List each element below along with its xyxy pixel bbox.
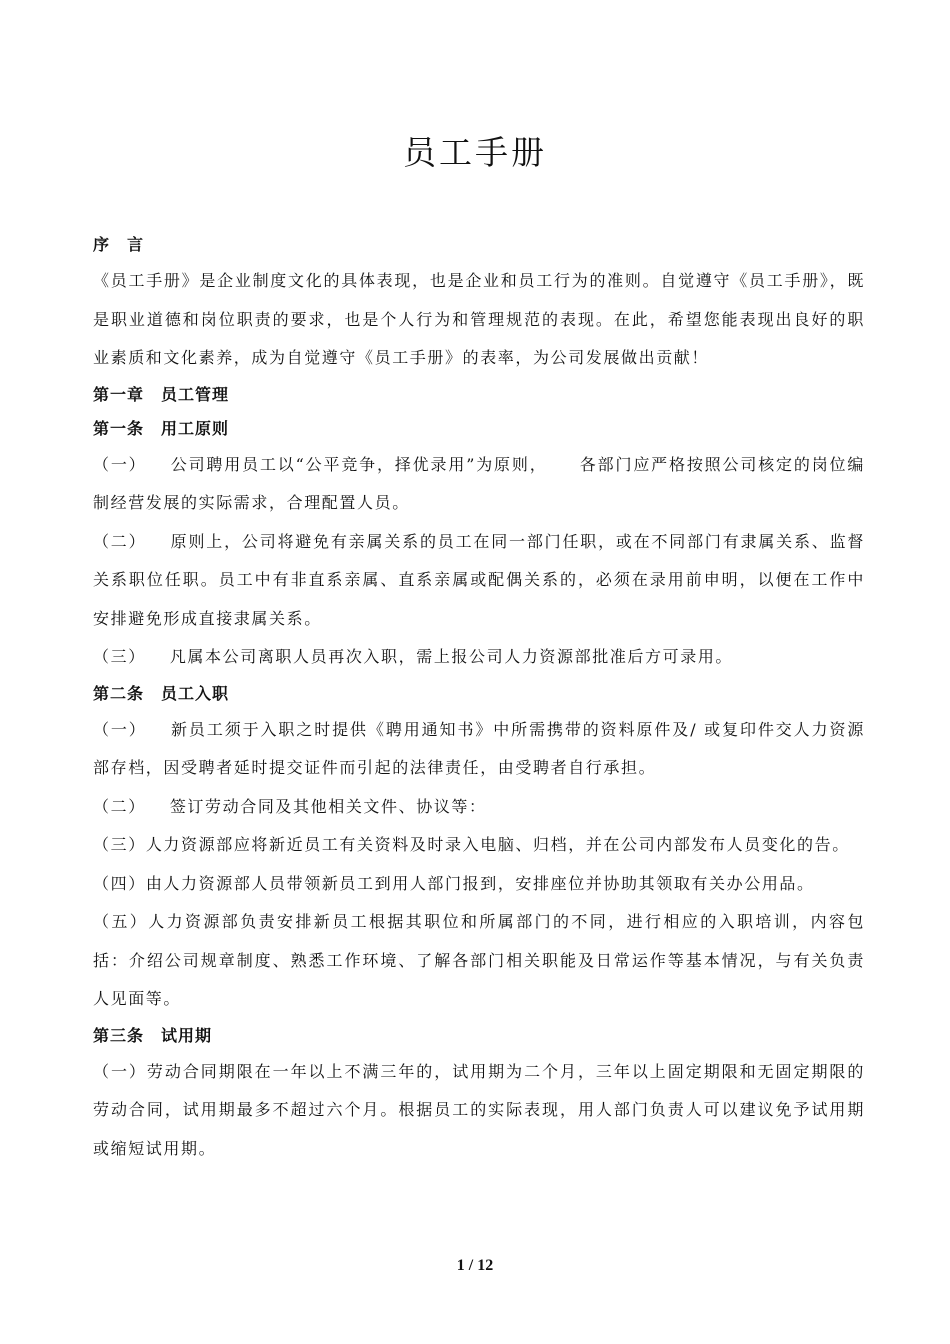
- article-heading: 第三条 试用期: [93, 1025, 213, 1045]
- clause: [93, 711, 865, 788]
- clause: [93, 788, 865, 827]
- clause-number: （四）: [93, 873, 146, 893]
- clause-text: 各部门应严格按照公司核定的岗位编制经营发展的实际需求，合理配置人员。: [93, 454, 865, 512]
- document-body: [93, 228, 865, 1168]
- chapter-heading: 第一章 员工管理: [93, 384, 230, 404]
- page-title: 员工手册: [403, 133, 547, 172]
- clause-number: （一）: [93, 719, 147, 739]
- clause-text: 人力资源部应将新近员工有关资料及时录入电脑、归档，并在公司内部发布人员变化的告。: [145, 835, 850, 854]
- clause: [93, 523, 865, 639]
- clause-text: 原则上，公司将避免有亲属关系的员工在同一部门任职，或在不同部门有隶属关系、监督关系职位任职。员工中有非直系亲属、直系亲属或配偶关系的，必须在录用前申明，以便在工作中安排避免形成直接隶属关系。: [93, 531, 865, 628]
- clause-text: 人力资源部负责安排新员工根据其职位和所属部门的不同，进行相应的入职培训，内容包括：介绍公司规章制度、熟悉工作环境、了解各部门相关职能及日常运作等基本情况，与有关负责人见面等。: [93, 912, 865, 1008]
- preface-heading: 序 言: [93, 235, 145, 254]
- clause: [93, 826, 865, 865]
- page-number: 1 / 12: [456, 1257, 494, 1274]
- clause: [93, 1053, 865, 1169]
- clause: [93, 903, 865, 1019]
- clause: [93, 446, 865, 523]
- clause-number: （一）: [93, 1061, 147, 1081]
- clause-number: （三）: [93, 647, 146, 666]
- clause-text: 签订劳动合同及其他相关文件、协议等：: [169, 796, 487, 816]
- clause-number: （二）: [93, 796, 146, 816]
- clause-number: （五）: [93, 912, 149, 931]
- clause-number: （三）: [93, 835, 146, 854]
- article-heading: 第一条 用工原则: [93, 418, 230, 438]
- clause: [93, 865, 865, 904]
- clause-number: （一）: [93, 454, 147, 474]
- clause-text: 劳动合同期限在一年以上不满三年的，试用期为二个月，三年以上固定期限和无固定期限的劳动合同，试用期最多不超过六个月。根据员工的实际表现，用人部门负责人可以建议免予试用期或缩短试用期。: [93, 1061, 865, 1158]
- preface-text: 《员工手册》是企业制度文化的具体表现，也是企业和员工行为的准则。自觉遵守《员工手册》，既是职业道德和岗位职责的要求，也是个人行为和管理规范的表现。在此，希望您能表现出良好的职业素质和文化素养，成为自觉遵守《员工手册》的表率，为公司发展做出贡献！: [93, 271, 865, 367]
- clause: [93, 638, 865, 677]
- clause-text: 由人力资源部人员带领新员工到用人部门报到，安排座位并协助其领取有关办公用品。: [145, 873, 815, 893]
- article-heading: 第二条 员工入职: [93, 683, 230, 703]
- clause-text: 公司聘用员工以“公平竞争，择优录用”为原则，: [170, 454, 548, 474]
- clause-text: 新员工须于入职之时提供《聘用通知书》中所需携带的资料原件及/ 或复印件交人力资源部存档，因受聘者延时提交证件而引起的法律责任，由受聘者自行承担。: [93, 719, 865, 777]
- clause-number: （二）: [93, 531, 147, 551]
- clause-text: 凡属本公司离职人员再次入职，需上报公司人力资源部批准后方可录用。: [169, 647, 734, 666]
